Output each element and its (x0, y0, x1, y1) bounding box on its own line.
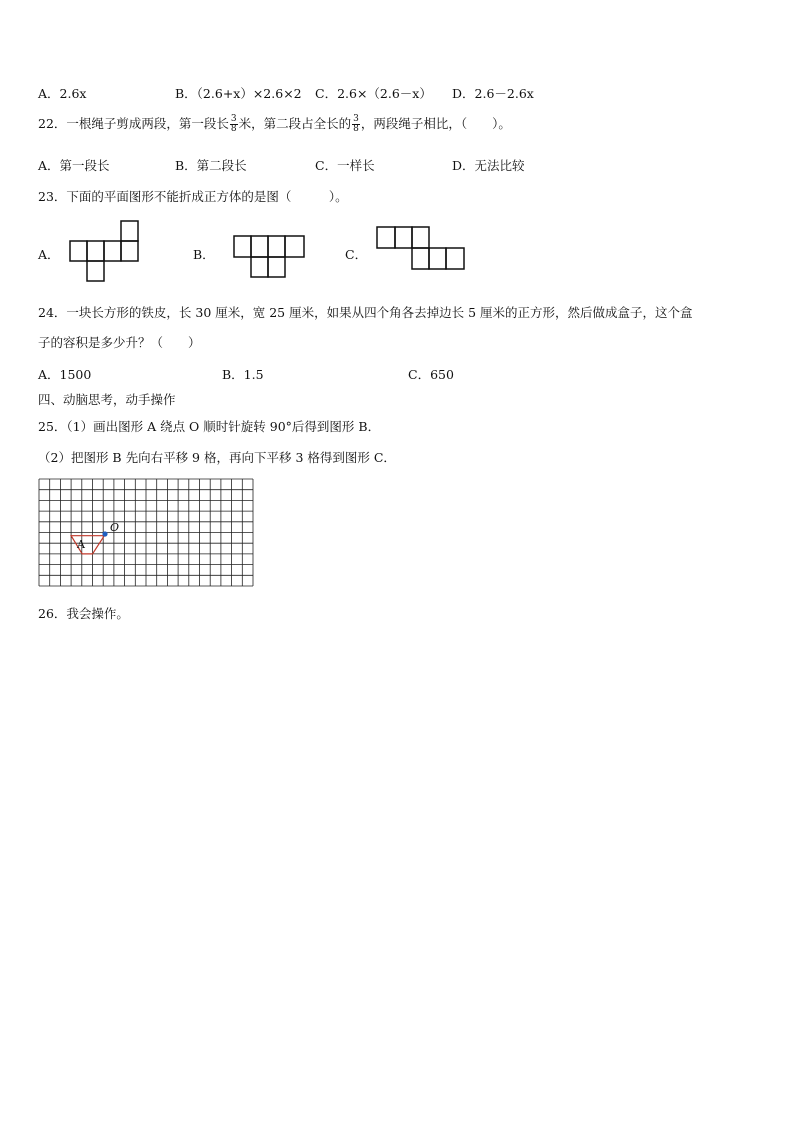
point-o-label: O (110, 521, 120, 534)
fraction: $\frac{3}{8}$ (353, 114, 359, 134)
q23-label-a: A． (38, 247, 60, 262)
q21-option-b: B．（2.6+x）×2.6×2 (175, 86, 302, 101)
point-o (102, 531, 107, 536)
q26-stem: 26．我会操作。 (38, 606, 129, 621)
square-grid (39, 479, 254, 588)
q25-part2: （2）把图形 B 先向右平移 9 格，再向下平移 3 格得到图形 C． (38, 450, 396, 465)
q24-option-b: B．1.5 (222, 367, 264, 382)
q23-label-b: B． (193, 247, 215, 262)
q21-option-d: D．2.6－2.6x (452, 86, 534, 101)
q24-stem-line1: 24．一块长方形的铁皮，长 30 厘米，宽 25 厘米，如果从四个角各去掉边长 5 厘米的正方形，然后做成盒子，这个盒 (38, 305, 693, 320)
q22-option-a: A．第一段长 (38, 158, 110, 173)
q24-option-c: C．650 (408, 367, 454, 382)
q23-label-c: C． (345, 247, 368, 262)
q21-option-a: A．2.6x (38, 86, 87, 101)
fraction: $\frac{3}{8}$ (230, 114, 237, 134)
q22-option-b: B．第二段长 (175, 158, 247, 173)
section-heading: 四、动脑思考，动手操作 (38, 392, 176, 407)
cube-net-a (70, 221, 138, 281)
q25-part1: 25．（1）画出图形 A 绕点 O 顺时针旋转 90°后得到图形 B． (38, 419, 381, 434)
q23-stem: 23．下面的平面图形不能折成正方体的是图（ ）。 (38, 189, 348, 204)
q21-option-c: C．2.6×（2.6－x） (315, 86, 432, 101)
shape-label-a: A (77, 538, 85, 551)
q22-stem: 22．一根绳子剪成两段，第一段长 $\frac{3}{8}$ 米，第二段占全长的 $\frac{3}{8}$ ，两段绳子相比，（ ）。 (38, 114, 511, 134)
q22-option-c: C．一样长 (315, 158, 375, 173)
cube-net-b (234, 236, 304, 277)
q22-option-d: D．无法比较 (452, 158, 525, 173)
q24-option-a: A．1500 (38, 367, 92, 382)
cube-net-c (377, 227, 464, 269)
q24-stem-line2: 子的容积是多少升？（ ） (38, 335, 201, 350)
